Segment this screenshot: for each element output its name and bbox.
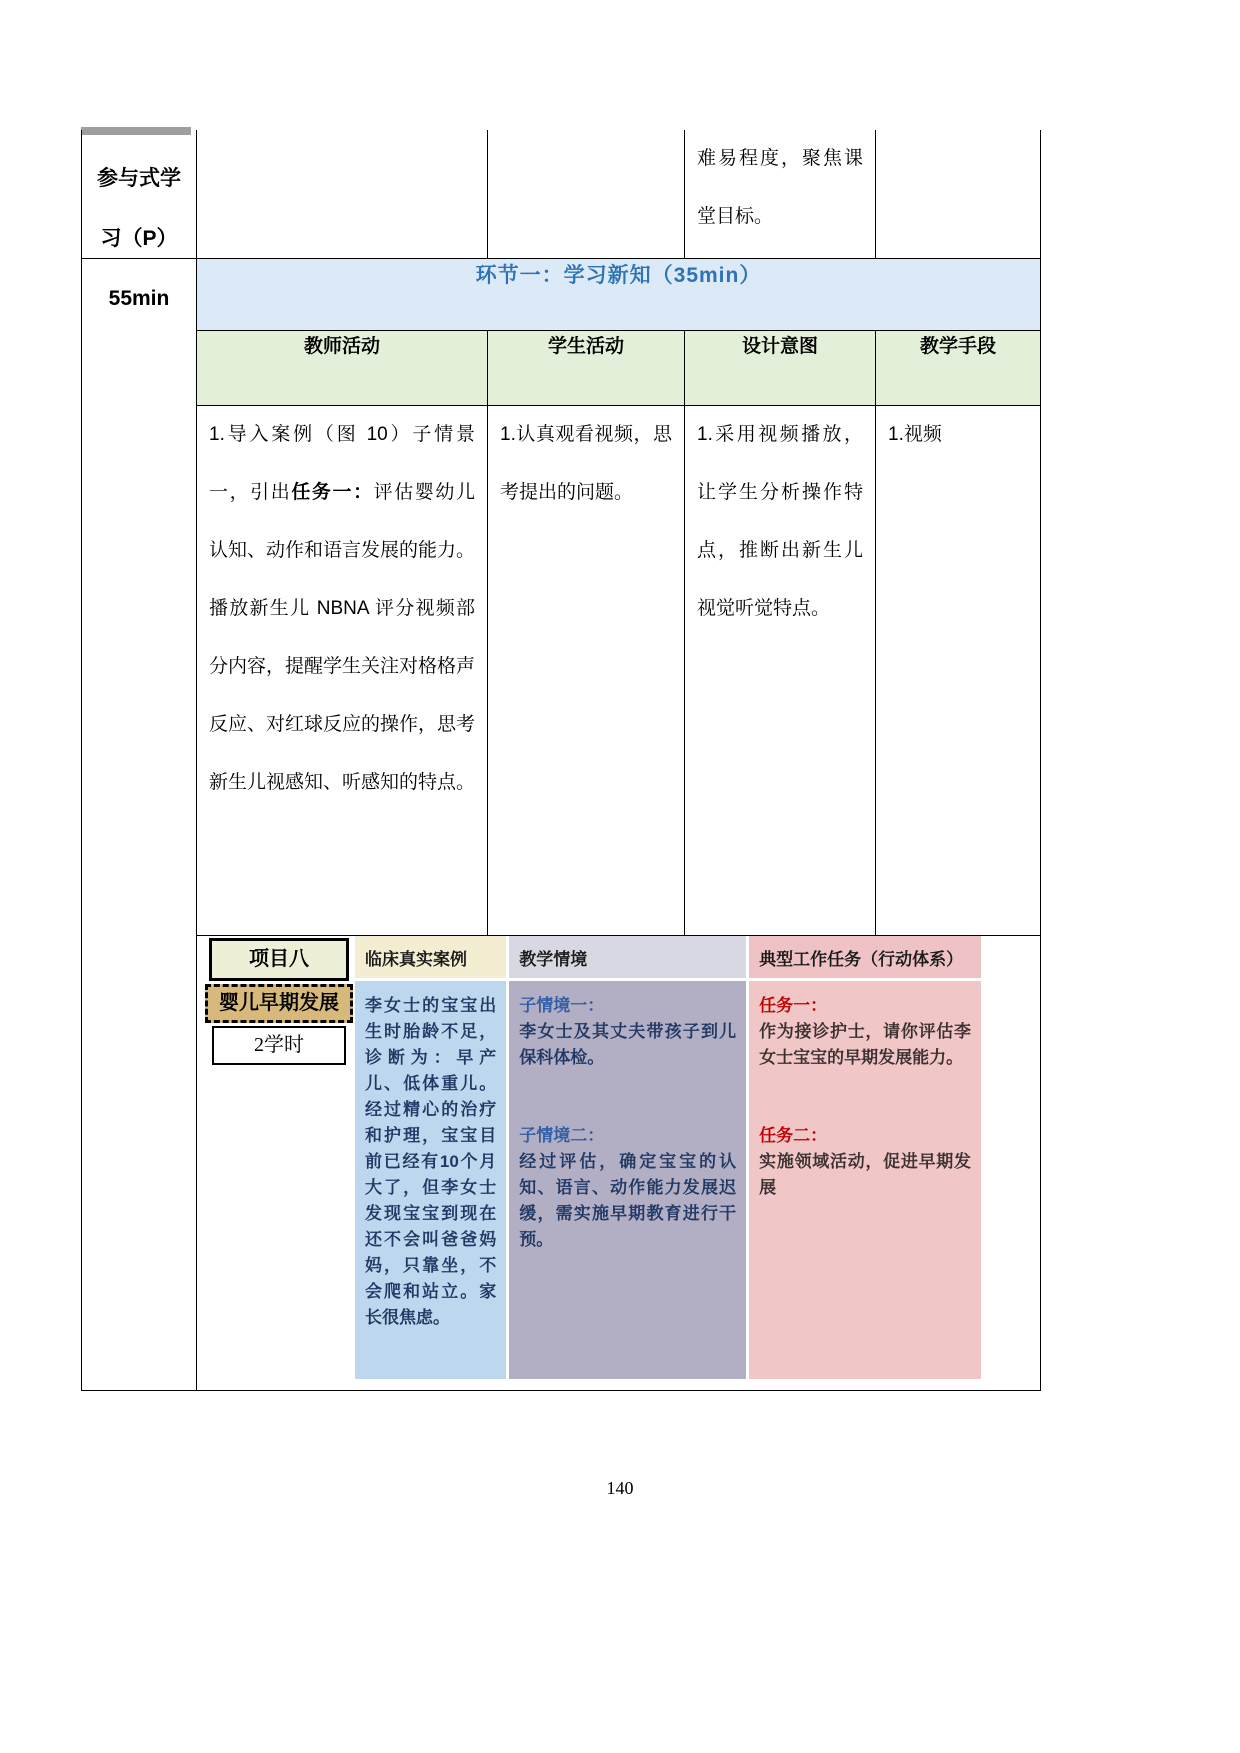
column-header-row (82, 330, 1041, 405)
clinical-case-text: 李女士的宝宝出生时胎龄不足，诊断为：早产儿、低体重儿。经过精心的治疗和护理，宝宝目前已经有10个月大了，但李女士发现宝宝到现在还不会叫爸爸妈妈，只靠坐，不会爬和站立。家长很焦虑。 (355, 981, 506, 1379)
course-context-figure (209, 936, 1028, 1379)
context-2-label: 子情境二： (519, 1125, 605, 1145)
teacher-activity-cell (197, 405, 488, 935)
task-1-label: 任务一： (759, 995, 828, 1015)
continued-means-cell (876, 130, 1041, 258)
continued-row (82, 130, 1041, 258)
continued-teacher-cell (197, 130, 488, 258)
lesson-plan-table (81, 130, 1041, 1391)
task-2 (759, 1123, 971, 1201)
task-1 (759, 993, 971, 1071)
content-row (82, 405, 1041, 935)
figure-row (82, 935, 1041, 1390)
student-activity-text: 1.认真观看视频，思考提出的问题。 (500, 423, 672, 503)
case-column-header: 临床真实案例 (355, 936, 506, 978)
teacher-p1-post: 评估婴幼儿认知、动作和语言发展的能力。 (209, 481, 476, 561)
teaching-means-text: 1.视频 (888, 423, 942, 445)
col-header-intent: 设计意图 (685, 330, 876, 405)
design-intent-tail-text: 难易程度，聚焦课堂目标。 (697, 148, 863, 227)
typical-task-column (749, 981, 981, 1379)
teacher-p1-task-bold: 任务一： (291, 481, 374, 503)
teacher-p1-pre: 1.导入案例（图 10）子情景一，引出 (209, 423, 475, 503)
teacher-activity-paragraph-1 (209, 406, 475, 580)
task-2-text: 实施领域活动，促进早期发展 (759, 1151, 971, 1197)
phase-label-cell (82, 166, 197, 1390)
col-header-teacher: 教师活动 (197, 330, 488, 405)
section-band-cell (197, 258, 1041, 330)
continued-student-cell (488, 130, 685, 258)
figure-header-row (355, 936, 981, 978)
context-1-text: 李女士及其丈夫带孩子到儿保科体检。 (519, 1021, 737, 1067)
col-header-student: 学生活动 (488, 330, 685, 405)
teaching-means-cell (876, 405, 1041, 935)
section-band-row (82, 258, 1041, 330)
teaching-context-column (509, 981, 746, 1379)
page-number: 140 (606, 1478, 634, 1498)
topic-box: 婴儿早期发展 (205, 984, 353, 1023)
context-2 (519, 1123, 736, 1253)
col-header-means: 教学手段 (876, 330, 1041, 405)
design-intent-text: 1.采用视频播放，让学生分析操作特点，推断出新生儿视觉听觉特点。 (697, 423, 863, 619)
context-2-text: 经过评估，确定宝宝的认知、语言、动作能力发展迟缓，需实施早期教育进行干预。 (519, 1151, 737, 1249)
hours-box: 2学时 (212, 1026, 346, 1065)
figure-table (355, 936, 981, 1379)
context-column-header: 教学情境 (509, 936, 746, 978)
design-intent-cell (685, 405, 876, 935)
student-activity-cell (488, 405, 685, 935)
project-box: 项目八 (209, 938, 349, 981)
section-title: 环节一：学习新知（35min） (475, 263, 762, 287)
figure-left-boxes (209, 936, 349, 1065)
context-1-label: 子情境一： (519, 995, 605, 1015)
figure-body-row (355, 981, 981, 1379)
task-2-label: 任务二： (759, 1125, 828, 1145)
phase-label: 参与式学习（P） 55min (97, 166, 181, 310)
task-1-text: 作为接诊护士，请你评估李女士宝宝的早期发展能力。 (759, 1021, 971, 1067)
figure-cell (197, 935, 1041, 1390)
task-column-header: 典型工作任务（行动体系） (749, 936, 981, 978)
context-1 (519, 993, 736, 1071)
teacher-activity-paragraph-2: 播放新生儿 NBNA 评分视频部分内容，提醒学生关注对格格声反应、对红球反应的操作，思考新生儿视感知、听感知的特点。 (209, 597, 476, 793)
continued-design-intent-cell (685, 130, 876, 258)
